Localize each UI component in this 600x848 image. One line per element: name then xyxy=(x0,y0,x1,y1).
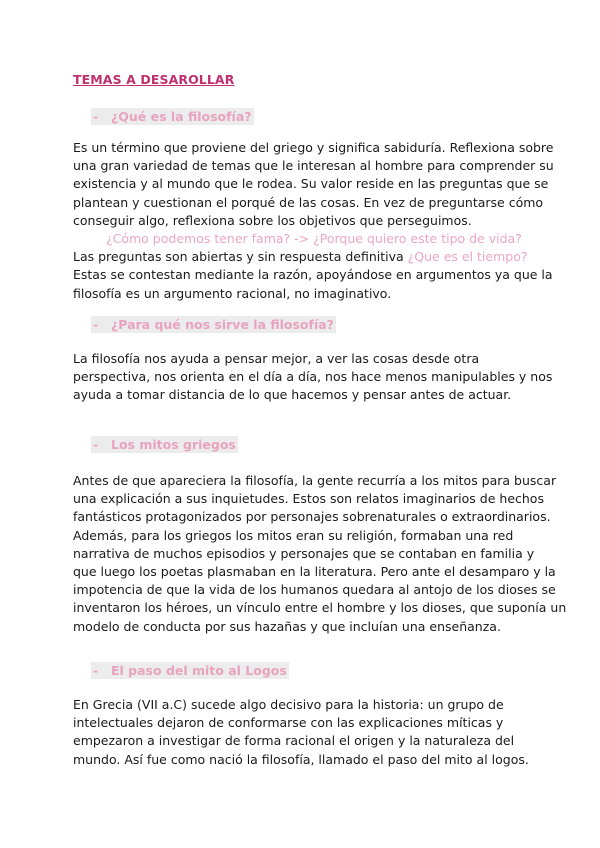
section-body-que-es-filosofia xyxy=(73,139,554,303)
text-line: plantean y cuestionan el porqué de las cosas. En vez de preguntarse cómo xyxy=(73,194,544,210)
text-line: una gran variedad de temas que le interesan al hombre para comprender su xyxy=(73,158,554,174)
text-line: En Grecia (VII a.C) sucede algo decisivo para la historia: un grupo de xyxy=(73,697,504,712)
section-heading-mito-al-logos: - El paso del mito al Logos xyxy=(93,663,287,678)
text-line: mundo. Así fue como nació la filosofía, llamado el paso del mito al logos. xyxy=(73,751,529,767)
section-body-mitos-griegos xyxy=(73,472,567,636)
section-heading-mitos-griegos: - Los mitos griegos xyxy=(93,437,236,452)
text-line: Además, para los griegos los mitos eran su religión, formaban una red xyxy=(73,527,514,543)
text-line: Es un término que proviene del griego y significa sabiduría. Reflexiona sobre xyxy=(73,140,554,155)
text-line: Antes de que apareciera la filosofía, la gente recurría a los mitos para buscar xyxy=(73,473,557,488)
text-line: conseguir algo, reflexiona sobre los objetivos que perseguimos. xyxy=(73,212,472,228)
section-body-para-que-sirve xyxy=(73,350,553,405)
text-line: fantásticos protagonizados por personajes sobrenaturales o extraordinarios. xyxy=(73,509,551,525)
text-line: empezaron a investigar de forma racional el origen y la naturaleza del xyxy=(73,733,515,749)
text-line: Estas se contestan mediante la razón, apoyándose en argumentos ya que la xyxy=(73,267,553,283)
section-heading-para-que-sirve: - ¿Para qué nos sirve la filosofía? xyxy=(93,317,334,332)
text-line: filosofía es un argumento racional, no imaginativo. xyxy=(73,285,392,301)
example-question: ¿Que es el tiempo? xyxy=(407,249,528,265)
text-line: modelo de conducta por sus hazañas y que incluían una enseñanza. xyxy=(73,618,501,634)
text-line: intelectuales dejaron de conformarse con las explicaciones míticas y xyxy=(73,715,504,731)
text-line: impotencia de que la vida de los humanos quedara al antojo de los dioses se xyxy=(73,582,556,598)
text-line: perspectiva, nos orienta en el día a día, nos hace menos manipulables y nos xyxy=(73,369,553,385)
section-body-mito-al-logos xyxy=(73,696,543,769)
example-questions-line: ¿Cómo podemos tener fama? -> ¿Porque quiero este tipo de vida? xyxy=(106,231,522,247)
text-line: ayuda a tomar distancia de lo que hacemos y pensar antes de actuar. xyxy=(73,387,512,403)
text-line: una explicación a sus inquietudes. Estos son relatos imaginarios de hechos xyxy=(73,491,544,507)
text-line: existencia y al mundo que le rodea. Su valor reside en las preguntas que se xyxy=(73,176,549,192)
page-title: TEMAS A DESAROLLAR xyxy=(73,72,235,87)
text-line: inventaron los héroes, un vínculo entre el hombre y los dioses, que suponía un xyxy=(73,600,567,616)
text-line: La filosofía nos ayuda a pensar mejor, a ver las cosas desde otra xyxy=(73,351,480,366)
text-line: Las preguntas son abiertas y sin respuesta definitiva ¿Que es el tiempo? xyxy=(73,249,528,265)
text-line: narrativa de muchos episodios y personajes que se contaban en familia y xyxy=(73,545,535,561)
section-heading-que-es-filosofia: - ¿Qué es la filosofía? xyxy=(93,109,252,124)
text-line: que luego los poetas plasmaban en la literatura. Pero ante el desamparo y la xyxy=(73,564,556,580)
